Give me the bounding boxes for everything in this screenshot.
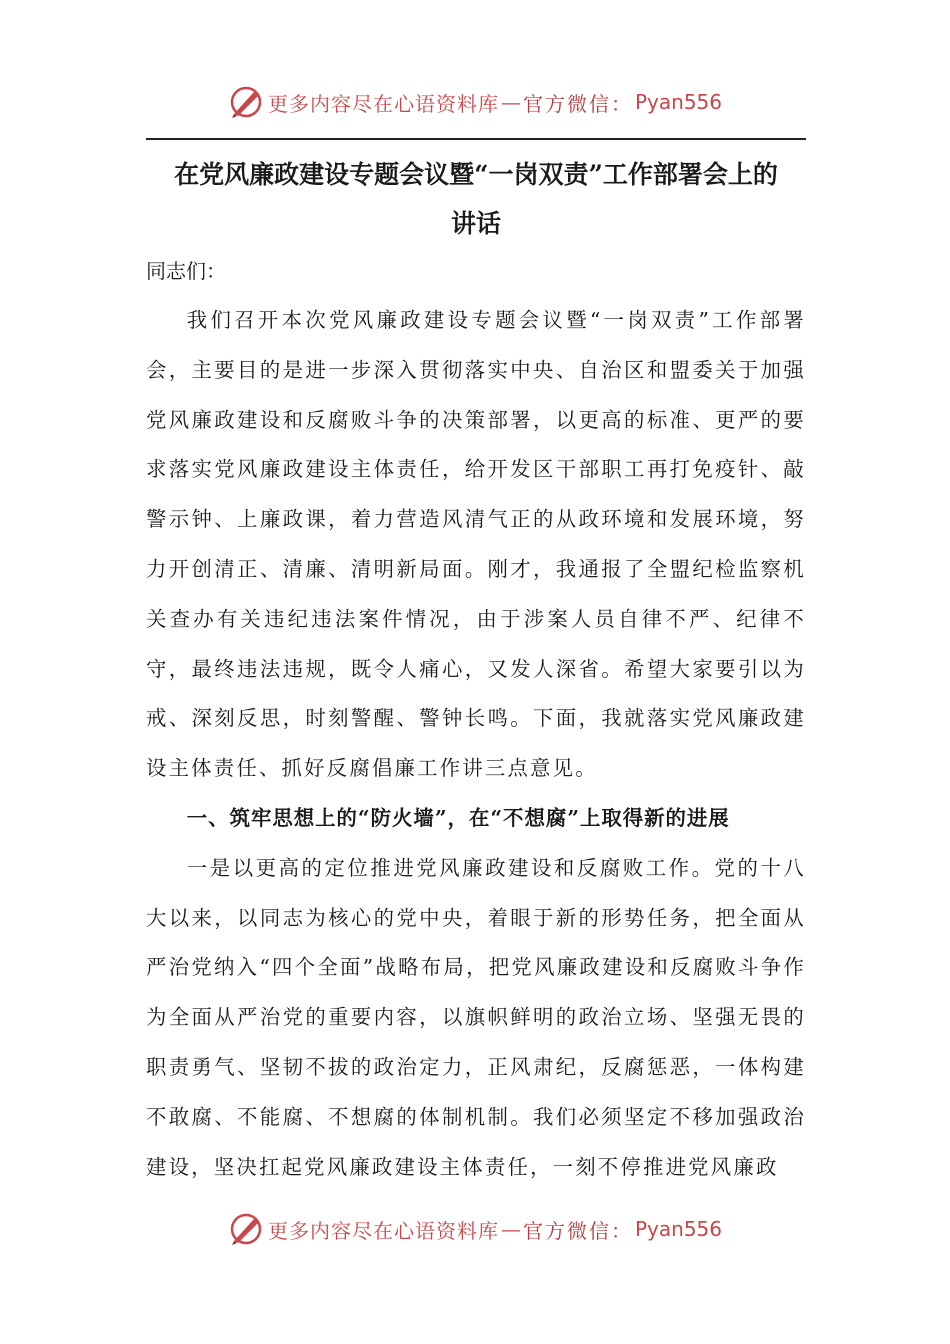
pen-logo-icon bbox=[228, 1211, 264, 1247]
title-line-2: 讲话 bbox=[450, 209, 501, 238]
banner-channel: 官方微信： bbox=[522, 91, 633, 116]
paragraph-section1: 一是以更高的定位推进党风廉政建设和反腐败工作。党的十八大以来，以同志为核心的党中央，着眼于新的形势任务，把全面从严治党纳入“四个全面”战略布局，把党风廉政建设和反腐败斗争作为全面从严治党的重要内容，以旗帜鲜明的政治立场、坚强无畏的职责勇气、坚韧不拔的政治定力，正风肃纪，反腐惩恶，一体构建不敢腐、不能腐、不想腐的体制机制。我们必须坚定不移加强政治建设，坚决扛起党风廉政建设主体责任，一刻不停推进党风廉政 bbox=[146, 855, 806, 1179]
title-line-1: 在党风廉政建设专题会议暨“一岗双责”工作部署会上的 bbox=[174, 160, 778, 189]
salutation: 同志们： bbox=[146, 259, 226, 283]
header-divider bbox=[146, 138, 806, 140]
banner-wechat-id: Pyan556 bbox=[634, 90, 722, 114]
paragraph-intro: 我们召开本次党风廉政建设专题会议暨“一岗双责”工作部署会，主要目的是进一步深入贯彻落实中央、自治区和盟委关于加强党风廉政建设和反腐败斗争的决策部署，以更高的标准、更严的要求落实党风廉政建设主体责任，给开发区干部职工再打免疫针、敲警示钟、上廉政课，着力营造风清气正的从政环境和发展环境，努力开创清正、清廉、清明新局面。刚才，我通报了全盟纪检监察机关查办有关违纪违法案件情况，由于涉案人员自律不严、纪律不守，最终违法违规，既令人痛心，又发人深省。希望大家要引以为戒、深刻反思，时刻警醒、警钟长鸣。下面，我就落实党风廉政建设主体责任、抓好反腐倡廉工作讲三点意见。 bbox=[146, 308, 806, 781]
footer-channel: 官方微信： bbox=[522, 1218, 633, 1243]
section-heading-1: 一、筑牢思想上的“防火墙”，在“不想腐”上取得新的进展 bbox=[186, 805, 730, 830]
document-body bbox=[146, 296, 806, 1192]
footer-brand: 更多内容尽在心语资料库 bbox=[267, 1218, 499, 1243]
banner-brand: 更多内容尽在心语资料库 bbox=[267, 91, 499, 116]
footer-wechat-id: Pyan556 bbox=[634, 1217, 722, 1241]
pen-logo-icon bbox=[228, 84, 264, 120]
header-banner bbox=[0, 82, 950, 122]
footer-dash: — bbox=[500, 1217, 521, 1241]
banner-dash: — bbox=[500, 90, 521, 114]
document-title bbox=[146, 150, 806, 248]
footer-banner bbox=[0, 1209, 950, 1249]
